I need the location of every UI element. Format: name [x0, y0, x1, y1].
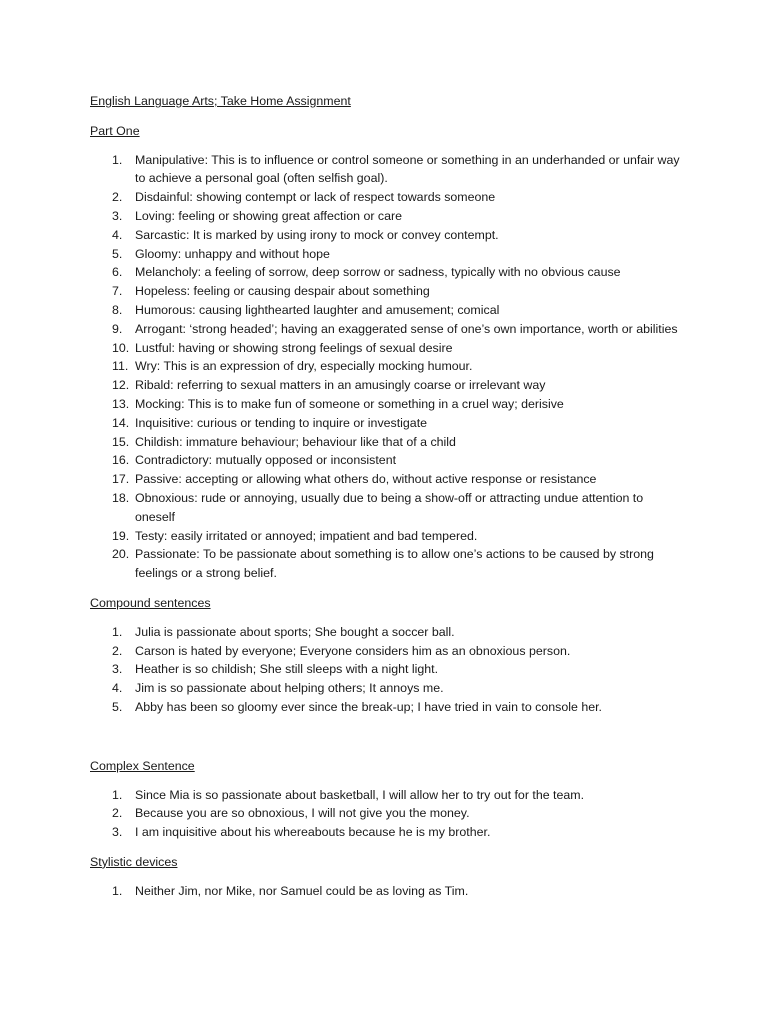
list-item-number: 5. [112, 699, 123, 714]
list-item-number: 12. [112, 378, 130, 393]
list-item [90, 642, 680, 661]
list-item-text: Disdainful: showing contempt or lack of respect towards someone [135, 190, 496, 205]
list-item [90, 414, 680, 433]
list-item [90, 320, 680, 339]
part-one-list [90, 151, 680, 583]
list-item-text: Testy: easily irritated or annoyed; impatient and bad tempered. [135, 528, 478, 543]
list-item-text: Hopeless: feeling or causing despair about something [135, 284, 430, 299]
list-item-text: Abby has been so gloomy ever since the break-up; I have tried in vain to console her. [135, 699, 602, 714]
list-item-number: 17. [112, 472, 130, 487]
list-item-text: Ribald: referring to sexual matters in an amusingly coarse or irrelevant way [135, 378, 546, 393]
list-item [90, 339, 680, 358]
document-content [90, 92, 680, 900]
list-item [90, 545, 680, 583]
list-item [90, 804, 680, 823]
document-title: English Language Arts; Take Home Assignment [90, 94, 351, 108]
list-item-text: Contradictory: mutually opposed or inconsistent [135, 453, 397, 468]
list-item [90, 188, 680, 207]
list-item [90, 451, 680, 470]
list-item [90, 470, 680, 489]
list-item [90, 433, 680, 452]
list-item-number: 15. [112, 434, 130, 449]
list-item-number: 6. [112, 265, 123, 280]
list-item-text: Manipulative: This is to influence or control someone or something in an underhanded or unfair way to achieve a personal goal (often selfish goal). [135, 152, 680, 186]
list-item [90, 207, 680, 226]
list-item-text: I am inquisitive about his whereabouts because he is my brother. [135, 825, 491, 840]
list-item-number: 3. [112, 208, 123, 223]
list-item-text: Humorous: causing lighthearted laughter and amusement; comical [135, 302, 500, 317]
list-item-number: 19. [112, 528, 130, 543]
list-item-number: 3. [112, 825, 123, 840]
stylistic-heading: Stylistic devices [90, 854, 178, 869]
list-item-text: Melancholy: a feeling of sorrow, deep sorrow or sadness, typically with no obvious cause [135, 265, 621, 280]
list-item [90, 151, 680, 189]
list-item [90, 823, 680, 842]
list-item-number: 16. [112, 453, 130, 468]
list-item [90, 786, 680, 805]
list-item-text: Arrogant: ‘strong headed’; having an exaggerated sense of one’s own importance, worth or abilities [135, 321, 678, 336]
list-item-number: 1. [112, 787, 123, 802]
part-one-heading: Part One [90, 123, 140, 138]
list-item [90, 282, 680, 301]
list-item [90, 263, 680, 282]
list-item-number: 4. [112, 227, 123, 242]
list-item [90, 489, 680, 527]
list-item [90, 660, 680, 679]
list-item-text: Sarcastic: It is marked by using irony to mock or convey contempt. [135, 227, 499, 242]
list-item-text: Childish: immature behaviour; behaviour like that of a child [135, 434, 456, 449]
list-item [90, 376, 680, 395]
list-item-number: 1. [112, 624, 123, 639]
list-item-number: 11. [112, 359, 129, 374]
list-item-text: Gloomy: unhappy and without hope [135, 246, 330, 261]
list-item-number: 1. [112, 152, 123, 167]
list-item-number: 4. [112, 681, 123, 696]
list-item [90, 245, 680, 264]
list-item [90, 527, 680, 546]
list-item-number: 18. [112, 490, 130, 505]
list-item-number: 13. [112, 396, 130, 411]
list-item [90, 357, 680, 376]
list-item-number: 8. [112, 302, 123, 317]
list-item [90, 698, 680, 717]
list-item-number: 3. [112, 662, 123, 677]
list-item-number: 10. [112, 340, 130, 355]
list-item [90, 395, 680, 414]
list-item-text: Mocking: This is to make fun of someone or something in a cruel way; derisive [135, 396, 564, 411]
list-item [90, 882, 680, 901]
list-item-text: Wry: This is an expression of dry, especially mocking humour. [135, 359, 473, 374]
list-item-text: Neither Jim, nor Mike, nor Samuel could be as loving as Tim. [135, 883, 469, 898]
compound-list [90, 623, 680, 717]
list-item-text: Obnoxious: rude or annoying, usually due to being a show-off or attracting undue attention to oneself [135, 490, 644, 524]
list-item-text: Lustful: having or showing strong feelings of sexual desire [135, 340, 453, 355]
list-item-text: Passionate: To be passionate about something is to allow one’s actions to be caused by strong feelings or a strong belief. [135, 547, 654, 581]
list-item [90, 679, 680, 698]
list-item-number: 14. [112, 415, 130, 430]
list-item-number: 1. [112, 883, 123, 898]
list-item-number: 2. [112, 806, 123, 821]
list-item-number: 2. [112, 643, 123, 658]
list-item [90, 226, 680, 245]
list-item-number: 2. [112, 190, 123, 205]
list-item [90, 301, 680, 320]
list-item-text: Jim is so passionate about helping others; It annoys me. [135, 681, 444, 696]
list-item-text: Loving: feeling or showing great affection or care [135, 208, 403, 223]
stylistic-list [90, 882, 680, 901]
list-item-text: Heather is so childish; She still sleeps with a night light. [135, 662, 439, 677]
list-item-text: Because you are so obnoxious, I will not give you the money. [135, 806, 470, 821]
list-item-number: 7. [112, 284, 123, 299]
complex-heading: Complex Sentence [90, 758, 195, 773]
list-item-text: Carson is hated by everyone; Everyone considers him as an obnoxious person. [135, 643, 571, 658]
compound-heading: Compound sentences [90, 595, 211, 610]
list-item-text: Julia is passionate about sports; She bought a soccer ball. [135, 624, 455, 639]
list-item-text: Passive: accepting or allowing what others do, without active response or resistance [135, 472, 597, 487]
complex-list [90, 786, 680, 842]
list-item-text: Inquisitive: curious or tending to inquire or investigate [135, 415, 428, 430]
list-item-number: 5. [112, 246, 123, 261]
list-item-text: Since Mia is so passionate about basketball, I will allow her to try out for the team. [135, 787, 585, 802]
list-item [90, 623, 680, 642]
list-item-number: 20. [112, 547, 130, 562]
list-item-number: 9. [112, 321, 123, 336]
